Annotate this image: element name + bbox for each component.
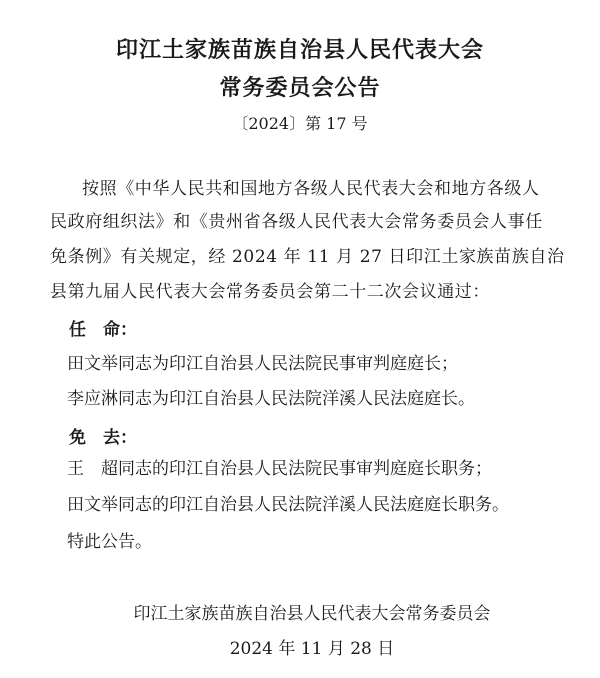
- body-line-4: 县第九届人民代表大会常务委员会第二十二次会议通过：: [50, 282, 490, 302]
- appointment-item-2: 李应淋同志为印江自治县人民法院洋溪人民法庭庭长。: [67, 389, 475, 409]
- title-line-2: 常务委员会公告: [219, 75, 381, 101]
- body-line-3: 免条例》有关规定，经 2024 年 11 月 27 日印江土家族苗族自治: [50, 247, 565, 267]
- removal-item-1: 王 超同志的印江自治县人民法院民事审判庭庭长职务；: [67, 459, 492, 479]
- signer: 印江土家族苗族自治县人民代表大会常务委员会: [133, 604, 491, 624]
- appoint-heading: 任 命：: [69, 320, 137, 340]
- body-line-1: 按照《中华人民共和国地方各级人民代表大会和地方各级人: [82, 179, 540, 199]
- closing-text: 特此公告。: [67, 532, 152, 552]
- body-line-2: 民政府组织法》和《贵州省各级人民代表大会常务委员会人事任: [50, 212, 543, 232]
- document-number: 〔2024〕第 17 号: [232, 114, 368, 133]
- removal-heading: 免 去：: [69, 428, 137, 448]
- issue-date: 2024 年 11 月 28 日: [229, 639, 395, 659]
- title-line-1: 印江土家族苗族自治县人民代表大会: [115, 37, 484, 63]
- removal-item-2: 田文举同志的印江自治县人民法院洋溪人民法庭庭长职务。: [67, 495, 509, 515]
- appointment-item-1: 田文举同志为印江自治县人民法院民事审判庭庭长；: [67, 354, 458, 374]
